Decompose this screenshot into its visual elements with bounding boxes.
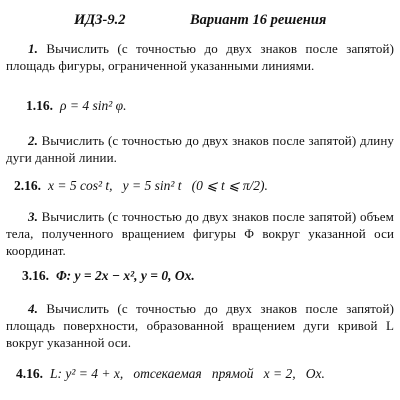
assignment-title: ИДЗ-9.2 bbox=[74, 12, 126, 28]
task-1-statement: Вычислить (с точностью до двух знаков после запятой) площадь фигуры, ограниченной указанными линиями. bbox=[6, 41, 394, 73]
task-3-formula-row bbox=[22, 268, 195, 284]
task-3-statement: Вычислить (с точностью до двух знаков после запятой) объем тела, полученного вращением фигуры Φ вокруг указанной оси координат. bbox=[6, 209, 394, 258]
task-3-item-label: 3.16. bbox=[22, 268, 49, 283]
task-3-number: 3. bbox=[28, 209, 38, 224]
task-1-text bbox=[6, 40, 394, 74]
task-4-formula-row bbox=[16, 366, 325, 382]
task-2-formula: x = 5 cos² t, y = 5 sin² t (0 ⩽ t ⩽ π/2). bbox=[48, 178, 268, 193]
task-4-number: 4. bbox=[28, 301, 38, 316]
document-header bbox=[74, 12, 327, 29]
task-4-statement: Вычислить (с точностью до двух знаков после запятой) площадь поверхности, образованной вращением дуги кривой L вокруг указанной оси. bbox=[6, 301, 394, 350]
task-2-formula-row bbox=[14, 178, 268, 194]
task-2-item-label: 2.16. bbox=[14, 178, 41, 193]
task-1-number: 1. bbox=[28, 41, 38, 56]
task-1-item-label: 1.16. bbox=[26, 98, 53, 113]
task-1-formula: ρ = 4 sin² φ. bbox=[60, 98, 127, 113]
task-4-formula: L: y² = 4 + x, отсекаемая прямой x = 2, Ox. bbox=[50, 366, 325, 381]
task-1-formula-row bbox=[26, 98, 127, 114]
task-4-item-label: 4.16. bbox=[16, 366, 43, 381]
task-2-number: 2. bbox=[28, 133, 38, 148]
task-3-formula: Φ: y = 2x − x², y = 0, Ox. bbox=[56, 268, 195, 283]
task-2-statement: Вычислить (с точностью до двух знаков после запятой) длину дуги данной линии. bbox=[6, 133, 394, 165]
task-4-text bbox=[6, 300, 394, 351]
variant-title: Вариант 16 решения bbox=[190, 12, 327, 28]
task-3-text bbox=[6, 208, 394, 259]
task-2-text bbox=[6, 132, 394, 166]
